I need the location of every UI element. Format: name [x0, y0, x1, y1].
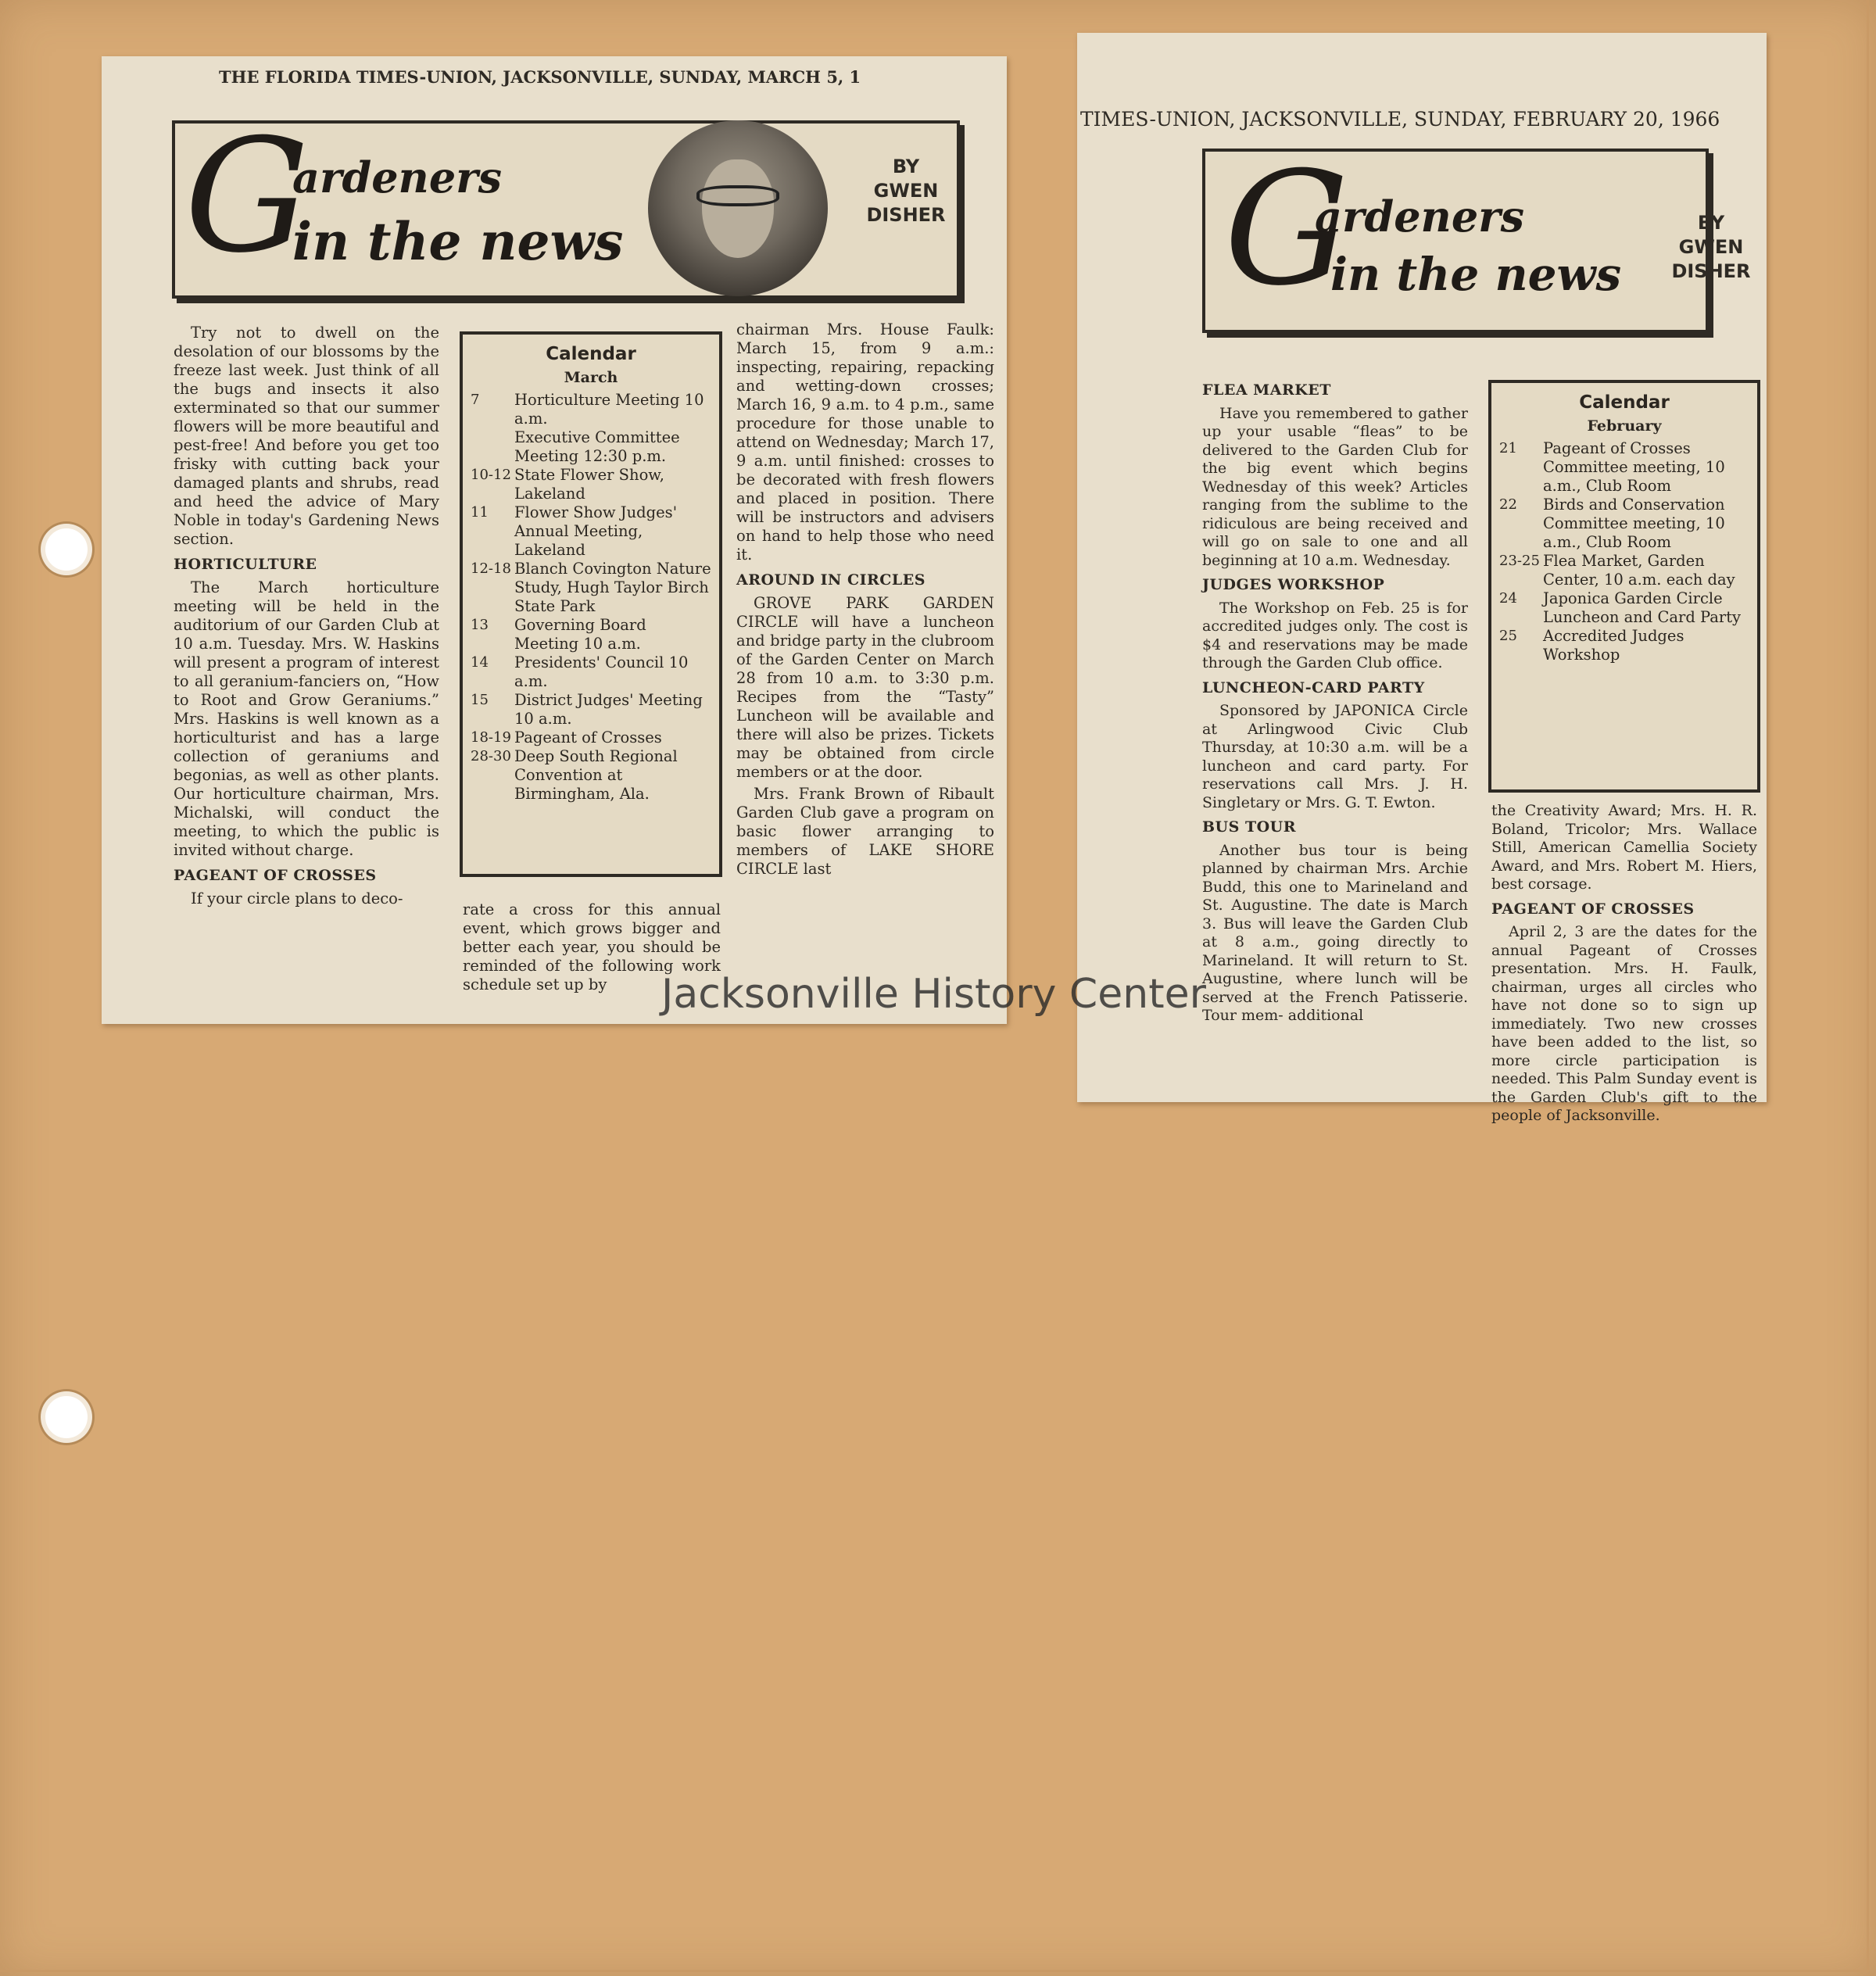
- left-masthead: THE FLORIDA TIMES-UNION, JACKSONVILLE, SUNDAY, MARCH 5, 1: [219, 67, 861, 87]
- luncheon-card-heading: LUNCHEON-CARD PARTY: [1202, 678, 1425, 696]
- right-byline: BY GWEN DISHER: [1671, 212, 1751, 283]
- flea-market-heading: FLEA MARKET: [1202, 381, 1331, 399]
- right-calendar-box: [1488, 380, 1760, 793]
- right-column-1: [1202, 375, 1468, 1029]
- judges-workshop-heading: JUDGES WORKSHOP: [1202, 576, 1385, 593]
- circles-heading: AROUND IN CIRCLES: [736, 571, 925, 589]
- horticulture-heading: HORTICULTURE: [174, 556, 317, 573]
- horticulture-paragraph: The March horticulture meeting will be held in the auditorium of our Garden Club at 10 a.m. Tuesday. Mrs. W. Haskins will present a program of interest to all geranium-fanciers on, “How to Root and Grow Geraniums.” Mrs. Haskins is well known as a horticulturist and has a large collection of geraniums and begonias, as well as other plants. Our horticulture chairman, Mrs. Michalski, will conduct the meeting, to which the public is invited without charge.: [174, 578, 439, 859]
- pageant-paragraph: If your circle plans to deco-: [191, 890, 403, 907]
- bus-tour-heading: BUS TOUR: [1202, 818, 1297, 836]
- left-banner-g: G: [184, 106, 310, 288]
- calendar-row: 14 Presidents' Council 10 a.m.: [471, 653, 689, 690]
- awards-paragraph: the Creativity Award; Mrs. H. R. Boland, Tricolor; Mrs. Wallace Still, American Camellia Society Award, and Mrs. Robert M. Hiers, best corsage.: [1491, 802, 1757, 893]
- frank-brown-paragraph: Mrs. Frank Brown of Ribault Garden Club gave a program on basic flower arranging to members of LAKE SHORE CIRCLE last: [736, 785, 994, 878]
- binder-hole-bottom: [45, 1396, 88, 1438]
- calendar-row: 28-30 Deep South Regional Convention at Birmingham, Ala.: [471, 747, 678, 803]
- right-banner-g: G: [1224, 138, 1349, 320]
- right-banner: [1202, 138, 1709, 333]
- columnist-photo: [648, 120, 828, 296]
- flea-market-paragraph: Have you remembered to gather up your usable “fleas” to be delivered to the Garden Club for the big event which begins Wednesday of this week? Articles ranging from the sublime to the ridiculous are being received and will go on sale to one and all beginning at 10 a.m. Wednesday.: [1202, 404, 1468, 569]
- calendar-title: Calendar: [546, 344, 636, 364]
- calendar-row: 23-25 Flea Market, Garden Center, 10 a.m. each day: [1499, 552, 1735, 589]
- calendar-row: 18-19 Pageant of Crosses: [471, 728, 662, 746]
- bus-tour-paragraph: Another bus tour is being planned by chairman Mrs. Archie Budd, this one to Marineland and St. Augustine. The date is March 3. Bus will leave the Garden Club at 8 a.m., going directly to Marineland. It will return to St. Augustine, where lunch will be served at the French Patisserie. Tour mem- additional: [1202, 841, 1468, 1024]
- left-banner-word2: in the news: [292, 211, 624, 272]
- pageant-heading: PAGEANT OF CROSSES: [174, 867, 377, 884]
- luncheon-card-paragraph: Sponsored by JAPONICA Circle at Arlingwood Civic Club Thursday, at 10:30 a.m. will be a luncheon and card party. For reservations call Mrs. J. H. Singletary or Mrs. G. T. Ewton.: [1202, 702, 1468, 811]
- calendar-row: 22 Birds and Conservation Committee meeting, 10 a.m., Club Room: [1499, 496, 1725, 551]
- right-banner-word1: ardeners: [1315, 192, 1525, 242]
- right-column-2: [1491, 802, 1757, 1129]
- calendar-month: February: [1587, 417, 1662, 435]
- calendar-row: 13 Governing Board Meeting 10 a.m.: [471, 616, 646, 653]
- calendar-row: Executive Committee Meeting 12:30 p.m.: [514, 428, 680, 465]
- right-pageant-heading: PAGEANT OF CROSSES: [1491, 900, 1695, 918]
- calendar-row: 10-12 State Flower Show, Lakeland: [471, 466, 664, 503]
- right-banner-word2: in the news: [1330, 248, 1622, 301]
- calendar-month: March: [564, 369, 618, 386]
- calendar-row: 25 Accredited Judges Workshop: [1499, 627, 1684, 664]
- calendar-row: 12-18 Blanch Covington Nature Study, Hugh Taylor Birch State Park: [471, 560, 711, 615]
- judges-workshop-paragraph: The Workshop on Feb. 25 is for accredited judges only. The cost is $4 and reservations may be made through the Garden Club office.: [1202, 599, 1468, 671]
- calendar-row: 21 Pageant of Crosses Committee meeting, 10 a.m., Club Room: [1499, 439, 1725, 495]
- schedule-paragraph: chairman Mrs. House Faulk: March 15, from 9 a.m.: inspecting, repairing, repacking and wetting-down crosses; March 16, 9 a.m. to 4 p.m., same procedure for those unable to attend on Wednesday; March 17, 9 a.m. until finished: crosses to be decorated with fresh flowers and placed in position. There will be instructors and advisers on hand to help those who need it.: [736, 320, 994, 564]
- watermark: Jacksonville History Center: [661, 971, 1206, 1018]
- left-clipping: [102, 56, 1007, 1024]
- calendar-row: 7 Horticulture Meeting 10 a.m.: [471, 391, 704, 428]
- right-masthead: TIMES-UNION, JACKSONVILLE, SUNDAY, FEBRUARY 20, 1966: [1080, 108, 1720, 131]
- grove-park-paragraph: GROVE PARK GARDEN CIRCLE will have a luncheon and bridge party in the clubroom of the Garden Center on March 28 from 10 a.m. to 3:30 p.m. Recipes from the “Tasty” Luncheon will be available and there will also be prizes. Tickets may be obtained from circle members or at the door.: [736, 594, 994, 781]
- calendar-row: 11 Flower Show Judges' Annual Meeting, Lakeland: [471, 503, 678, 559]
- left-column-3: [736, 320, 994, 882]
- calendar-row: 24 Japonica Garden Circle Luncheon and Card Party: [1499, 589, 1742, 626]
- calendar-row: 15 District Judges' Meeting 10 a.m.: [471, 691, 703, 728]
- left-calendar-box: [460, 331, 722, 877]
- left-banner: [172, 106, 960, 299]
- left-column-1: [174, 324, 439, 911]
- calendar-title: Calendar: [1579, 392, 1670, 413]
- intro-paragraph: Try not to dwell on the desolation of our blossoms by the freeze last week. Just think of all the bugs and insects it also exterminated so that our summer flowers will be more beautiful and pest-free! And before you get too frisky with cutting back your damaged plants and shrubs, read and heed the advice of Mary Noble in today's Gardening News section.: [174, 324, 439, 548]
- binder-hole-top: [45, 528, 88, 571]
- work-schedule-paragraph: rate a cross for this annual event, which grows bigger and better each year, you should be reminded of the following work schedule set up by: [463, 900, 721, 993]
- left-banner-word1: ardeners: [292, 152, 503, 202]
- right-clipping: [1077, 33, 1767, 1124]
- left-byline: BY GWEN DISHER: [866, 156, 946, 227]
- right-pageant-paragraph: April 2, 3 are the dates for the annual Pageant of Crosses presentation. Mrs. H. Faulk, chairman, urges all circles who have not done so to sign up immediately. Two new crosses have been added to the list, so more circle participation is needed. This Palm Sunday event is the Garden Club's gift to the people of Jacksonville.: [1491, 923, 1757, 1124]
- glasses-icon: [696, 185, 779, 206]
